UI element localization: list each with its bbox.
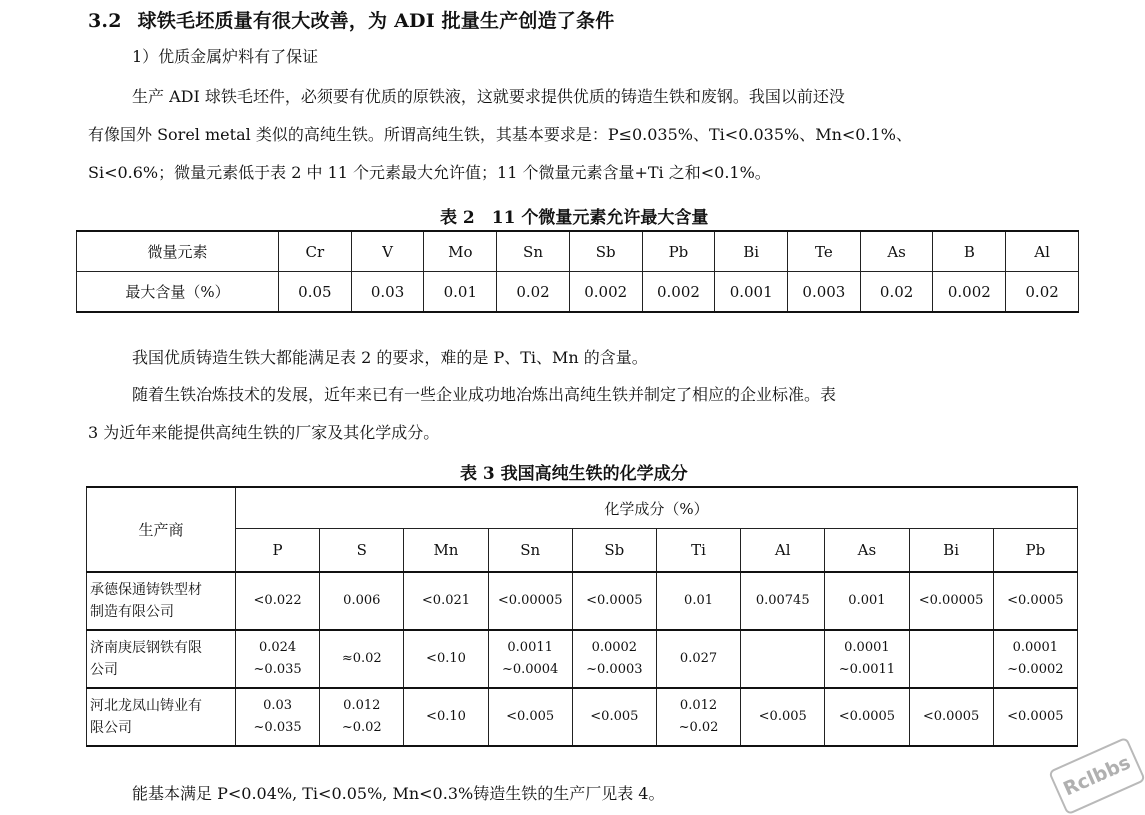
cell-value: <0.0005 [1007,593,1064,608]
table-cell [572,688,656,746]
table-cell [993,688,1077,746]
paragraph-line: 3 为近年来能提供高纯生铁的厂家及其化学成分。 [88,423,440,442]
table-cell: 0.002 [642,272,715,313]
table-cell [236,630,320,688]
table-cell: V [351,231,424,272]
table-cell: Bi [715,231,788,272]
table-cell [656,630,740,688]
watermark-stamp [1048,737,1145,815]
table-cell: 0.003 [788,272,861,313]
composition-header: 化学成分（%） [236,487,1078,529]
cell-value: <0.022 [253,593,302,608]
cell-value: <0.0005 [586,593,643,608]
table-cell [320,688,404,746]
table-row-elements [77,231,1079,272]
table-cell: 0.05 [279,272,352,313]
paragraph-line: 有像国外 Sorel metal 类似的高纯生铁。所谓高纯生铁，其基本要求是：P≤0.035%、Ti<0.035%、Mn<0.1%、 [88,125,912,144]
cell-value: 0.0001 [1012,640,1059,655]
subheading: 1）优质金属炉料有了保证 [132,47,319,66]
paragraph-requirement [88,339,648,377]
table-row [87,572,1078,630]
cell-value: <0.00005 [497,593,563,608]
cell-value: <0.005 [506,709,555,724]
chemical-composition-table [86,486,1078,747]
manufacturer-header: 生产商 [87,487,236,572]
paragraph-line: 随着生铁冶炼技术的发展，近年来已有一些企业成功地冶炼出高纯生铁并制定了相应的企业标准。表 [132,385,837,404]
trace-element-table [76,230,1079,313]
table-header-row [87,487,1078,529]
cell-value: 0.024 [258,640,297,655]
table-header-row [87,529,1078,573]
table-cell [741,630,825,688]
table-cell [993,572,1077,630]
cell-value: <0.0005 [1007,709,1064,724]
table-row-max-values [77,272,1079,313]
table-cell [488,572,572,630]
column-header: S [320,529,404,573]
cell-value-range: ~0.0003 [586,662,643,677]
manufacturer-name-line: 公司 [90,662,118,678]
table-cell [825,572,909,630]
table-cell [909,688,993,746]
cell-value-range: ~0.0002 [1007,662,1064,677]
table2-caption: 表 2 11 个微量元素允许最大含量 [440,208,709,228]
table-cell [993,630,1077,688]
manufacturer-name-line: 承德保通铸铁型材 [90,582,202,598]
paragraph-development [88,376,836,452]
column-header: Mn [404,529,488,573]
paragraph-conclusion [88,775,664,813]
table-cell [572,630,656,688]
table-cell: Cr [279,231,352,272]
cell-value: 0.027 [679,651,718,666]
paragraph-intro [88,78,912,192]
table-cell: 0.002 [569,272,642,313]
cell-value: 0.001 [848,593,886,608]
cell-value-range: ~0.035 [253,720,302,735]
cell-value: <0.10 [426,709,466,724]
table-cell: 0.03 [351,272,424,313]
cell-value: <0.005 [758,709,807,724]
cell-value: 0.006 [343,593,381,608]
column-header: Sn [488,529,572,573]
section-number: 3.2 [88,10,122,32]
table-cell [320,630,404,688]
manufacturer-cell [87,572,236,630]
table-cell [741,572,825,630]
table-cell: 0.001 [715,272,788,313]
table-cell: Mo [424,231,497,272]
column-header: Ti [656,529,740,573]
cell-value: 0.0002 [591,640,638,655]
table-cell [909,572,993,630]
cell-value: 0.0011 [507,640,553,655]
cell-value: 0.0001 [844,640,890,655]
cell-value: 0.03 [263,698,293,713]
column-header: Al [741,529,825,573]
row-header: 微量元素 [77,231,279,272]
cell-value-range: ~0.0004 [501,662,559,677]
manufacturer-name-line: 济南庚辰钢铁有限 [90,640,202,656]
table-cell: 0.02 [497,272,570,313]
cell-value: <0.021 [421,593,471,608]
manufacturer-cell [87,688,236,746]
table3-caption: 表 3 我国高纯生铁的化学成分 [460,464,688,484]
cell-value-range: ~0.035 [253,662,302,677]
cell-value: 0.012 [343,698,381,713]
cell-value-range: ~0.02 [341,720,382,735]
cell-value: <0.00005 [918,593,984,608]
manufacturer-cell [87,630,236,688]
table-cell [320,572,404,630]
table-cell: B [933,231,1006,272]
table-cell [909,630,993,688]
section-heading [88,6,614,33]
table-cell [656,688,740,746]
column-header: Sb [572,529,656,573]
table-cell: 0.02 [860,272,933,313]
row-header: 最大含量（%） [77,272,279,313]
table-cell: As [860,231,933,272]
cell-value: ≈0.02 [341,651,382,666]
table-cell: Te [788,231,861,272]
cell-value: <0.10 [426,651,466,666]
cell-value: 0.00745 [755,593,810,608]
table-cell: Sn [497,231,570,272]
table-cell [488,688,572,746]
table-cell [488,630,572,688]
paragraph-line: 能基本满足 P<0.04%, Ti<0.05%, Mn<0.3%铸造生铁的生产厂见表 4。 [132,784,665,803]
table-row [87,688,1078,746]
paragraph-line: Si<0.6%；微量元素低于表 2 中 11 个元素最大允许值；11 个微量元素含量+Ti 之和<0.1%。 [88,163,771,182]
paragraph-line: 生产 ADI 球铁毛坯件，必须要有优质的原铁液，这就要求提供优质的铸造生铁和废钢。我国以前还没 [132,87,845,106]
table-cell [656,572,740,630]
cell-value-range: ~0.02 [678,720,719,735]
table-cell: 0.01 [424,272,497,313]
cell-value: 0.01 [684,593,713,608]
table-cell [236,688,320,746]
manufacturer-name-line: 河北龙凤山铸业有 [90,698,202,714]
column-header: Pb [993,529,1077,573]
column-header: Bi [909,529,993,573]
cell-value: 0.012 [679,698,718,713]
table-cell [741,688,825,746]
manufacturer-name-line: 限公司 [90,720,132,736]
table-cell: Pb [642,231,715,272]
table-cell: 0.002 [933,272,1006,313]
table-cell [404,688,488,746]
table-cell: 0.02 [1006,272,1079,313]
cell-value: <0.0005 [838,709,896,724]
paragraph-line: 我国优质铸造生铁大都能满足表 2 的要求，难的是 P、Ti、Mn 的含量。 [132,348,648,367]
column-header: As [825,529,909,573]
cell-value: <0.005 [590,709,639,724]
cell-value: <0.0005 [922,709,980,724]
table-cell [825,630,909,688]
cell-value-range: ~0.0011 [838,662,896,677]
manufacturer-name-line: 制造有限公司 [90,604,174,620]
table-cell [572,572,656,630]
table-row [87,630,1078,688]
table-cell: Sb [569,231,642,272]
table-cell [404,572,488,630]
table-cell [825,688,909,746]
table-cell [236,572,320,630]
section-title: 球铁毛坯质量有很大改善，为 ADI 批量生产创造了条件 [137,10,615,32]
table-cell [404,630,488,688]
watermark-text: Rclbbs [1060,751,1134,801]
table-cell: Al [1006,231,1079,272]
column-header: P [236,529,320,573]
